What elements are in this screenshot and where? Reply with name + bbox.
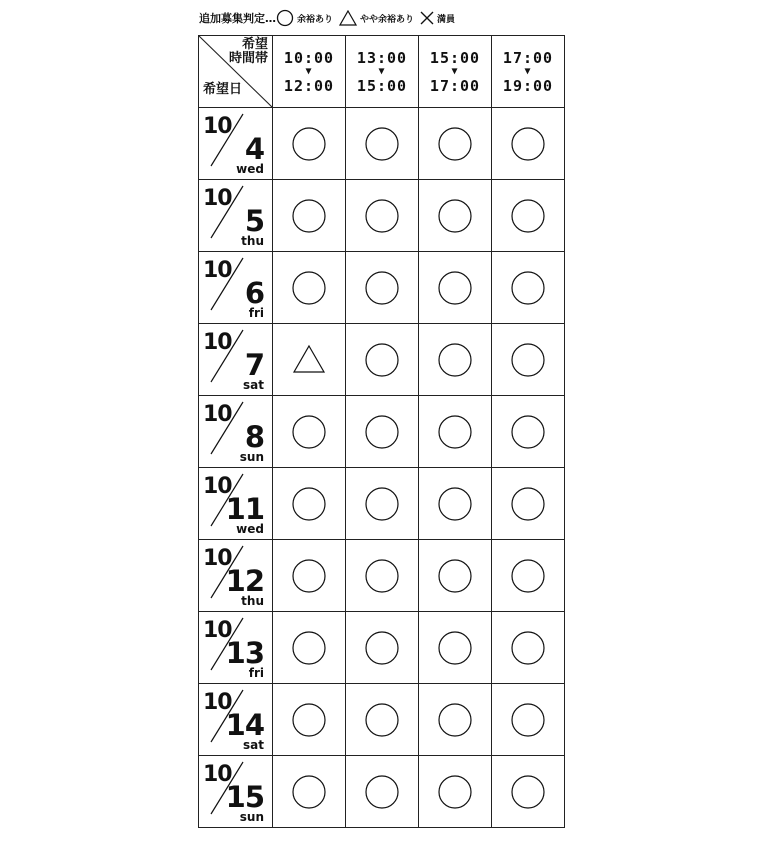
date-cell (199, 756, 273, 828)
date-cell (199, 180, 273, 252)
availability-cell (419, 756, 492, 828)
availability-cell (492, 612, 565, 684)
availability-cell (273, 612, 346, 684)
date-cell (199, 540, 273, 612)
date-cell (199, 108, 273, 180)
availability-cell (492, 540, 565, 612)
legend-label-full: 満員 (437, 14, 456, 25)
date-row (199, 684, 565, 756)
legend (199, 8, 461, 28)
slot-end: 17:00 (429, 76, 481, 95)
circle-icon (510, 414, 546, 450)
availability-cell (273, 324, 346, 396)
time-slot-header (492, 36, 565, 108)
circle-icon (437, 630, 473, 666)
availability-cell (492, 468, 565, 540)
availability-cell (346, 684, 419, 756)
date-weekday: wed (236, 162, 264, 176)
circle-icon (364, 702, 400, 738)
legend-item-available (276, 9, 339, 27)
circle-icon (510, 342, 546, 378)
date-row (199, 540, 565, 612)
time-slot-header (346, 36, 419, 108)
corner-date-label: 希望日 (203, 82, 243, 97)
date-month: 10 (203, 186, 232, 211)
date-month: 10 (203, 114, 232, 139)
availability-cell (492, 180, 565, 252)
date-day: 4 (244, 132, 264, 166)
availability-cell (492, 252, 565, 324)
date-day: 13 (225, 636, 264, 670)
date-row (199, 756, 565, 828)
availability-cell (419, 108, 492, 180)
slot-end: 15:00 (356, 76, 408, 95)
circle-icon (437, 270, 473, 306)
circle-icon (437, 342, 473, 378)
down-arrow-icon: ▼ (451, 65, 459, 77)
circle-icon (364, 486, 400, 522)
circle-icon (364, 198, 400, 234)
availability-cell (419, 540, 492, 612)
availability-cell (346, 396, 419, 468)
availability-cell (419, 324, 492, 396)
date-day: 5 (244, 204, 264, 238)
circle-icon (510, 126, 546, 162)
availability-cell (419, 684, 492, 756)
date-weekday: sun (239, 810, 264, 824)
circle-icon (510, 486, 546, 522)
circle-icon (437, 126, 473, 162)
date-day: 6 (244, 276, 264, 310)
date-cell (199, 684, 273, 756)
circle-icon (364, 774, 400, 810)
availability-cell (273, 540, 346, 612)
corner-header (199, 36, 273, 108)
date-month: 10 (203, 762, 232, 787)
date-month: 10 (203, 690, 232, 715)
triangle-icon (291, 342, 327, 378)
legend-item-limited (339, 10, 420, 26)
circle-icon (291, 774, 327, 810)
circle-icon (291, 270, 327, 306)
circle-icon (437, 558, 473, 594)
down-arrow-icon: ▼ (524, 65, 532, 77)
date-row (199, 396, 565, 468)
availability-cell (273, 252, 346, 324)
date-row (199, 252, 565, 324)
slot-end: 12:00 (283, 76, 335, 95)
availability-cell (273, 396, 346, 468)
legend-item-full (420, 11, 461, 25)
availability-cell (419, 612, 492, 684)
availability-cell (492, 396, 565, 468)
circle-icon (437, 198, 473, 234)
circle-icon (364, 126, 400, 162)
slot-start: 10:00 (283, 48, 335, 67)
availability-cell (346, 324, 419, 396)
availability-cell (273, 180, 346, 252)
circle-icon (510, 198, 546, 234)
circle-icon (291, 486, 327, 522)
availability-cell (419, 180, 492, 252)
date-month: 10 (203, 546, 232, 571)
date-row (199, 612, 565, 684)
date-row (199, 180, 565, 252)
availability-cell (419, 396, 492, 468)
cross-icon (420, 11, 434, 25)
circle-icon (510, 270, 546, 306)
date-cell (199, 396, 273, 468)
circle-icon (364, 414, 400, 450)
circle-icon (437, 414, 473, 450)
availability-cell (273, 468, 346, 540)
down-arrow-icon: ▼ (305, 65, 313, 77)
slot-start: 17:00 (502, 48, 554, 67)
legend-label-available: 余裕あり (297, 14, 334, 25)
header-row (199, 36, 565, 108)
legend-title: 追加募集判定… (199, 12, 276, 25)
circle-icon (437, 702, 473, 738)
date-day: 7 (244, 348, 264, 382)
availability-cell (492, 108, 565, 180)
circle-icon (364, 630, 400, 666)
slot-start: 15:00 (429, 48, 481, 67)
schedule-table (198, 35, 565, 828)
availability-cell (346, 468, 419, 540)
date-month: 10 (203, 258, 232, 283)
circle-icon (510, 558, 546, 594)
time-slot-header (419, 36, 492, 108)
date-day: 12 (225, 564, 264, 598)
date-cell (199, 252, 273, 324)
date-weekday: sat (243, 378, 264, 392)
availability-cell (419, 468, 492, 540)
circle-icon (510, 774, 546, 810)
slot-start: 13:00 (356, 48, 408, 67)
date-weekday: thu (241, 594, 264, 608)
legend-label-limited: やや余裕あり (360, 14, 415, 25)
date-day: 8 (244, 420, 264, 454)
circle-icon (364, 342, 400, 378)
date-row (199, 324, 565, 396)
availability-cell (346, 252, 419, 324)
date-cell (199, 612, 273, 684)
circle-icon (291, 630, 327, 666)
date-month: 10 (203, 474, 232, 499)
availability-cell (346, 540, 419, 612)
date-weekday: thu (241, 234, 264, 248)
date-day: 14 (225, 708, 264, 742)
circle-icon (510, 630, 546, 666)
availability-cell (492, 324, 565, 396)
circle-icon (437, 774, 473, 810)
circle-icon (291, 198, 327, 234)
date-row (199, 108, 565, 180)
time-slot-header (273, 36, 346, 108)
circle-icon (291, 702, 327, 738)
date-day: 11 (225, 492, 264, 526)
date-row (199, 468, 565, 540)
triangle-icon (339, 10, 357, 26)
availability-cell (492, 756, 565, 828)
circle-icon (291, 126, 327, 162)
availability-cell (346, 612, 419, 684)
circle-icon (437, 486, 473, 522)
date-cell (199, 468, 273, 540)
date-month: 10 (203, 402, 232, 427)
circle-icon (291, 414, 327, 450)
availability-cell (492, 684, 565, 756)
circle-icon (291, 558, 327, 594)
availability-cell (346, 108, 419, 180)
availability-cell (273, 756, 346, 828)
date-day: 15 (225, 780, 264, 814)
circle-icon (276, 9, 294, 27)
down-arrow-icon: ▼ (378, 65, 386, 77)
date-weekday: sat (243, 738, 264, 752)
slot-end: 19:00 (502, 76, 554, 95)
date-month: 10 (203, 618, 232, 643)
date-month: 10 (203, 330, 232, 355)
circle-icon (510, 702, 546, 738)
date-weekday: fri (248, 666, 264, 680)
date-weekday: wed (236, 522, 264, 536)
date-weekday: sun (239, 450, 264, 464)
circle-icon (364, 558, 400, 594)
date-weekday: fri (248, 306, 264, 320)
availability-cell (273, 684, 346, 756)
availability-cell (346, 756, 419, 828)
circle-icon (364, 270, 400, 306)
date-cell (199, 324, 273, 396)
corner-time-label: 希望 時間帯 (228, 37, 268, 66)
availability-cell (346, 180, 419, 252)
availability-cell (273, 108, 346, 180)
availability-cell (419, 252, 492, 324)
